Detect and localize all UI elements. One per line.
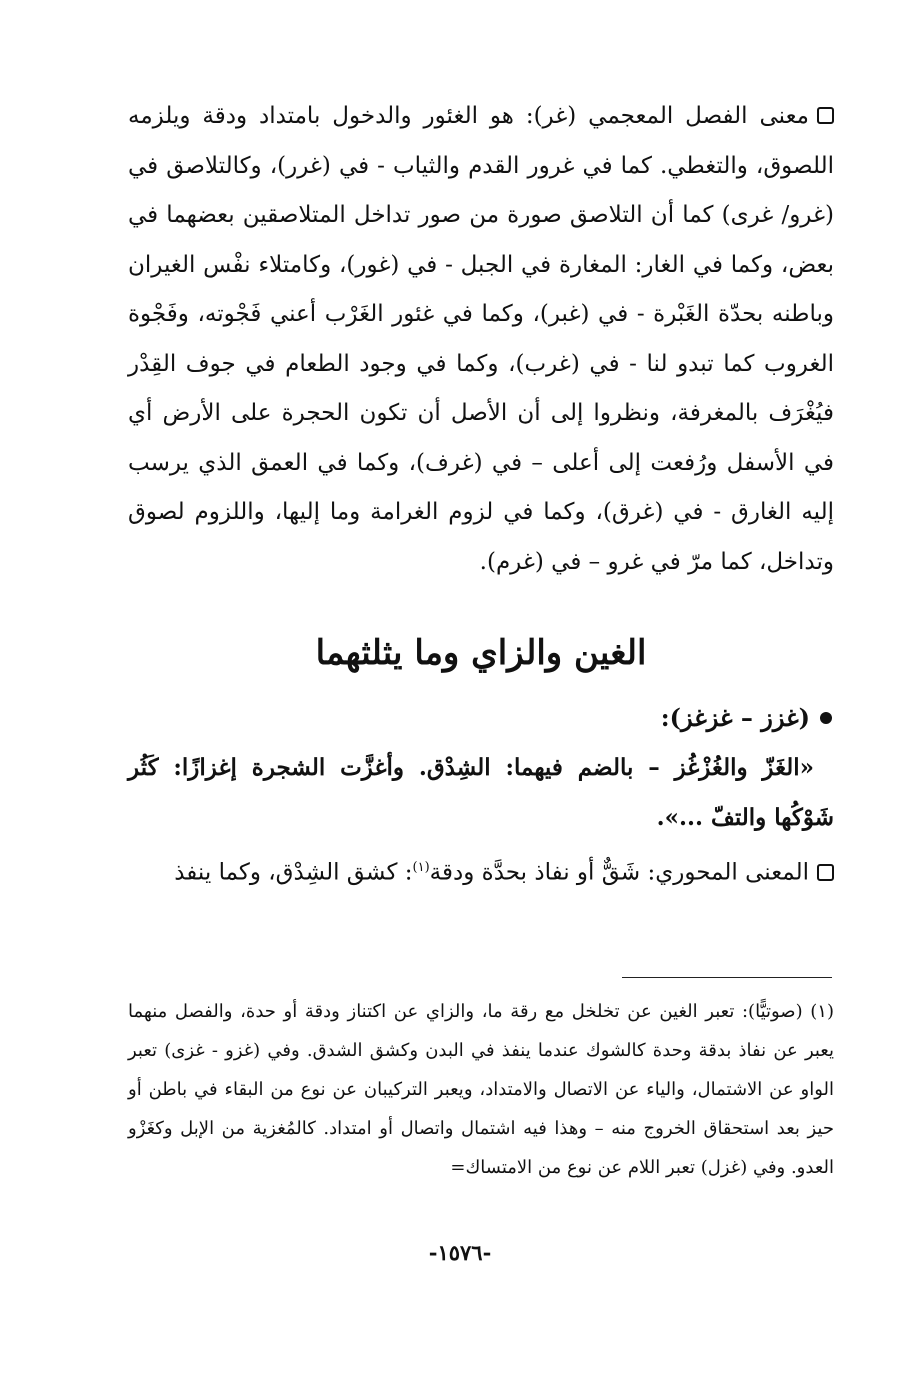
paragraph-1	[128, 92, 834, 587]
paragraph-2	[128, 843, 834, 898]
main-text	[128, 92, 834, 898]
box-icon	[817, 107, 834, 124]
paragraph-2-text-after: : كشق الشِدْق، وكما ينفذ	[174, 859, 413, 886]
page-number: -١٥٧٦-	[428, 1240, 492, 1265]
footnote-divider	[622, 977, 832, 978]
paragraph-1-text: معنى الفصل المعجمي (غر): هو الغئور والدخول بامتداد ودقة ويلزمه اللصوق، والتغطي. كما في غرور القدم والثياب - في (غرر)، وكالتلاصق في (غرو/ غرى) كما أن التلاصق صورة من صور تداخل المتلاصقين بعضهما في بعض، وكما في الغار: المغارة في الجبل - في (غور)، وكامتلاء نفْس الغيران وباطنه بحدّة الغَبْرة - في (غبر)، وكما في غئور الغَرْب أعني فَجْوته، وفَجْوة الغروب كما تبدو لنا - في (غرب)، وكما في وجود الطعام في جوف القِدْر فيُغْرَف بالمغرفة، ونظروا إلى أن الأصل أن تكون الحجرة على الأرض أي في الأسفل ورُفعت إلى أعلى – في (غرف)، وكما في العمق الذي يرسب إليه الغارق - في (غرق)، وكما في لزوم الغرامة وما إليها، واللزوم لصوق وتداخل، كما مرّ في غرو – في (غرم).	[128, 103, 834, 575]
paragraph-2-text-before: المعنى المحوري: شَقٌّ أو نفاذ بحدَّة ودقة	[429, 859, 809, 886]
footnote: (١) (صوتيًّا): تعبر الغين عن تخلخل مع رقة ما، والزاي عن اكتناز ودقة أو حدة، والفصل منهما يعبر عن نفاذ بدقة وحدة كالشوك عندما ينفذ في البدن وكشق الشدق. وفي (غزو - غزى) تعبر الواو عن الاشتمال، والياء عن الاتصال والامتداد، ويعبر التركيبان عن نوع من البقاء في باطن أو حيز بعد استحقاق الخروج منه – وهذا فيه اشتمال واتصال أو امتداد. كالمُغزية من الإبل وكغَزْو العدو. وفي (غزل) تعبر اللام عن نوع من الامتساك=	[128, 1001, 834, 1178]
box-icon	[817, 864, 834, 881]
entry-title	[128, 693, 834, 743]
dictionary-quote: «الغَزّ والغُزْغُز – بالضم فيهما: الشِدْق. وأغزَّت الشجرة إغزازًا: كَثُر شَوْكُها والتفّ ...».	[128, 754, 834, 831]
footnote-reference: (١)	[412, 860, 430, 875]
section-heading: الغين والزاي وما يثلثهما	[315, 633, 647, 673]
entry-title-text: (غزز – غزغز):	[660, 703, 810, 732]
bullet-icon	[820, 712, 832, 724]
